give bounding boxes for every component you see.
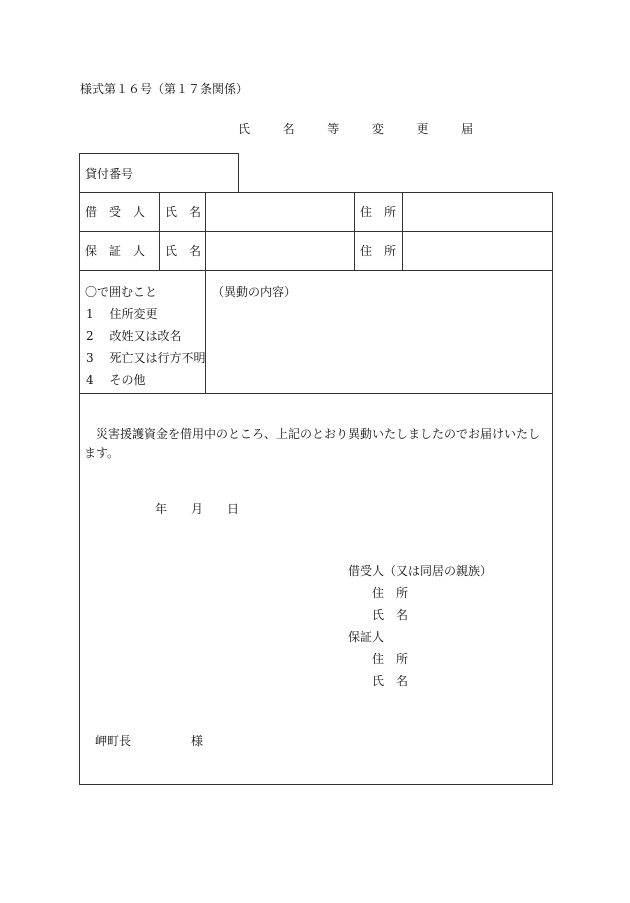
change-content-field[interactable] [206,300,552,392]
loan-number-label: 貸付番号 [85,166,134,181]
change-option[interactable]: 3 死亡又は行方不明 [86,351,206,365]
guarantor-address-field[interactable] [403,232,552,269]
signature-guarantor-address: 住 所 [372,652,409,666]
change-instruction: 〇で囲むこと [85,285,158,299]
guarantor-address-label: 住 所 [360,244,397,258]
date-line: 年 月 日 [155,502,240,516]
change-option[interactable]: 2 改姓又は改名 [86,329,182,343]
signature-borrower-label: 借受人（又は同居の親族） [348,564,493,578]
change-content-label: （異動の内容） [212,285,297,299]
guarantor-name-label: 氏 名 [165,244,202,258]
declaration-text: 災害援護資金を借用中のところ、上記のとおり異動いたしましたのでお届けいたします。 [84,427,541,460]
change-option[interactable]: 4 その他 [86,373,146,387]
column-divider [354,192,355,271]
borrower-name-label: 氏 名 [165,205,202,219]
signature-borrower-address: 住 所 [372,586,409,600]
guarantor-name-field[interactable] [206,232,353,269]
addressee: 岬町長 様 [95,734,204,748]
signature-guarantor-label: 保証人 [348,630,385,644]
form-number: 様式第１６号（第１７条関係） [80,82,249,96]
borrower-name-field[interactable] [206,193,353,230]
column-divider [159,192,160,271]
row-divider [79,393,553,394]
signature-guarantor-name: 氏 名 [372,674,409,688]
borrower-address-label: 住 所 [360,205,397,219]
guarantor-label: 保 証 人 [85,244,146,258]
signature-borrower-name: 氏 名 [372,608,409,622]
form-title: 氏 名 等 変 更 届 [238,122,488,136]
change-option[interactable]: 1 住所変更 [86,307,158,321]
row-divider [79,270,553,271]
form-table [79,192,553,785]
borrower-address-field[interactable] [403,193,552,230]
borrower-label: 借 受 人 [85,205,146,219]
